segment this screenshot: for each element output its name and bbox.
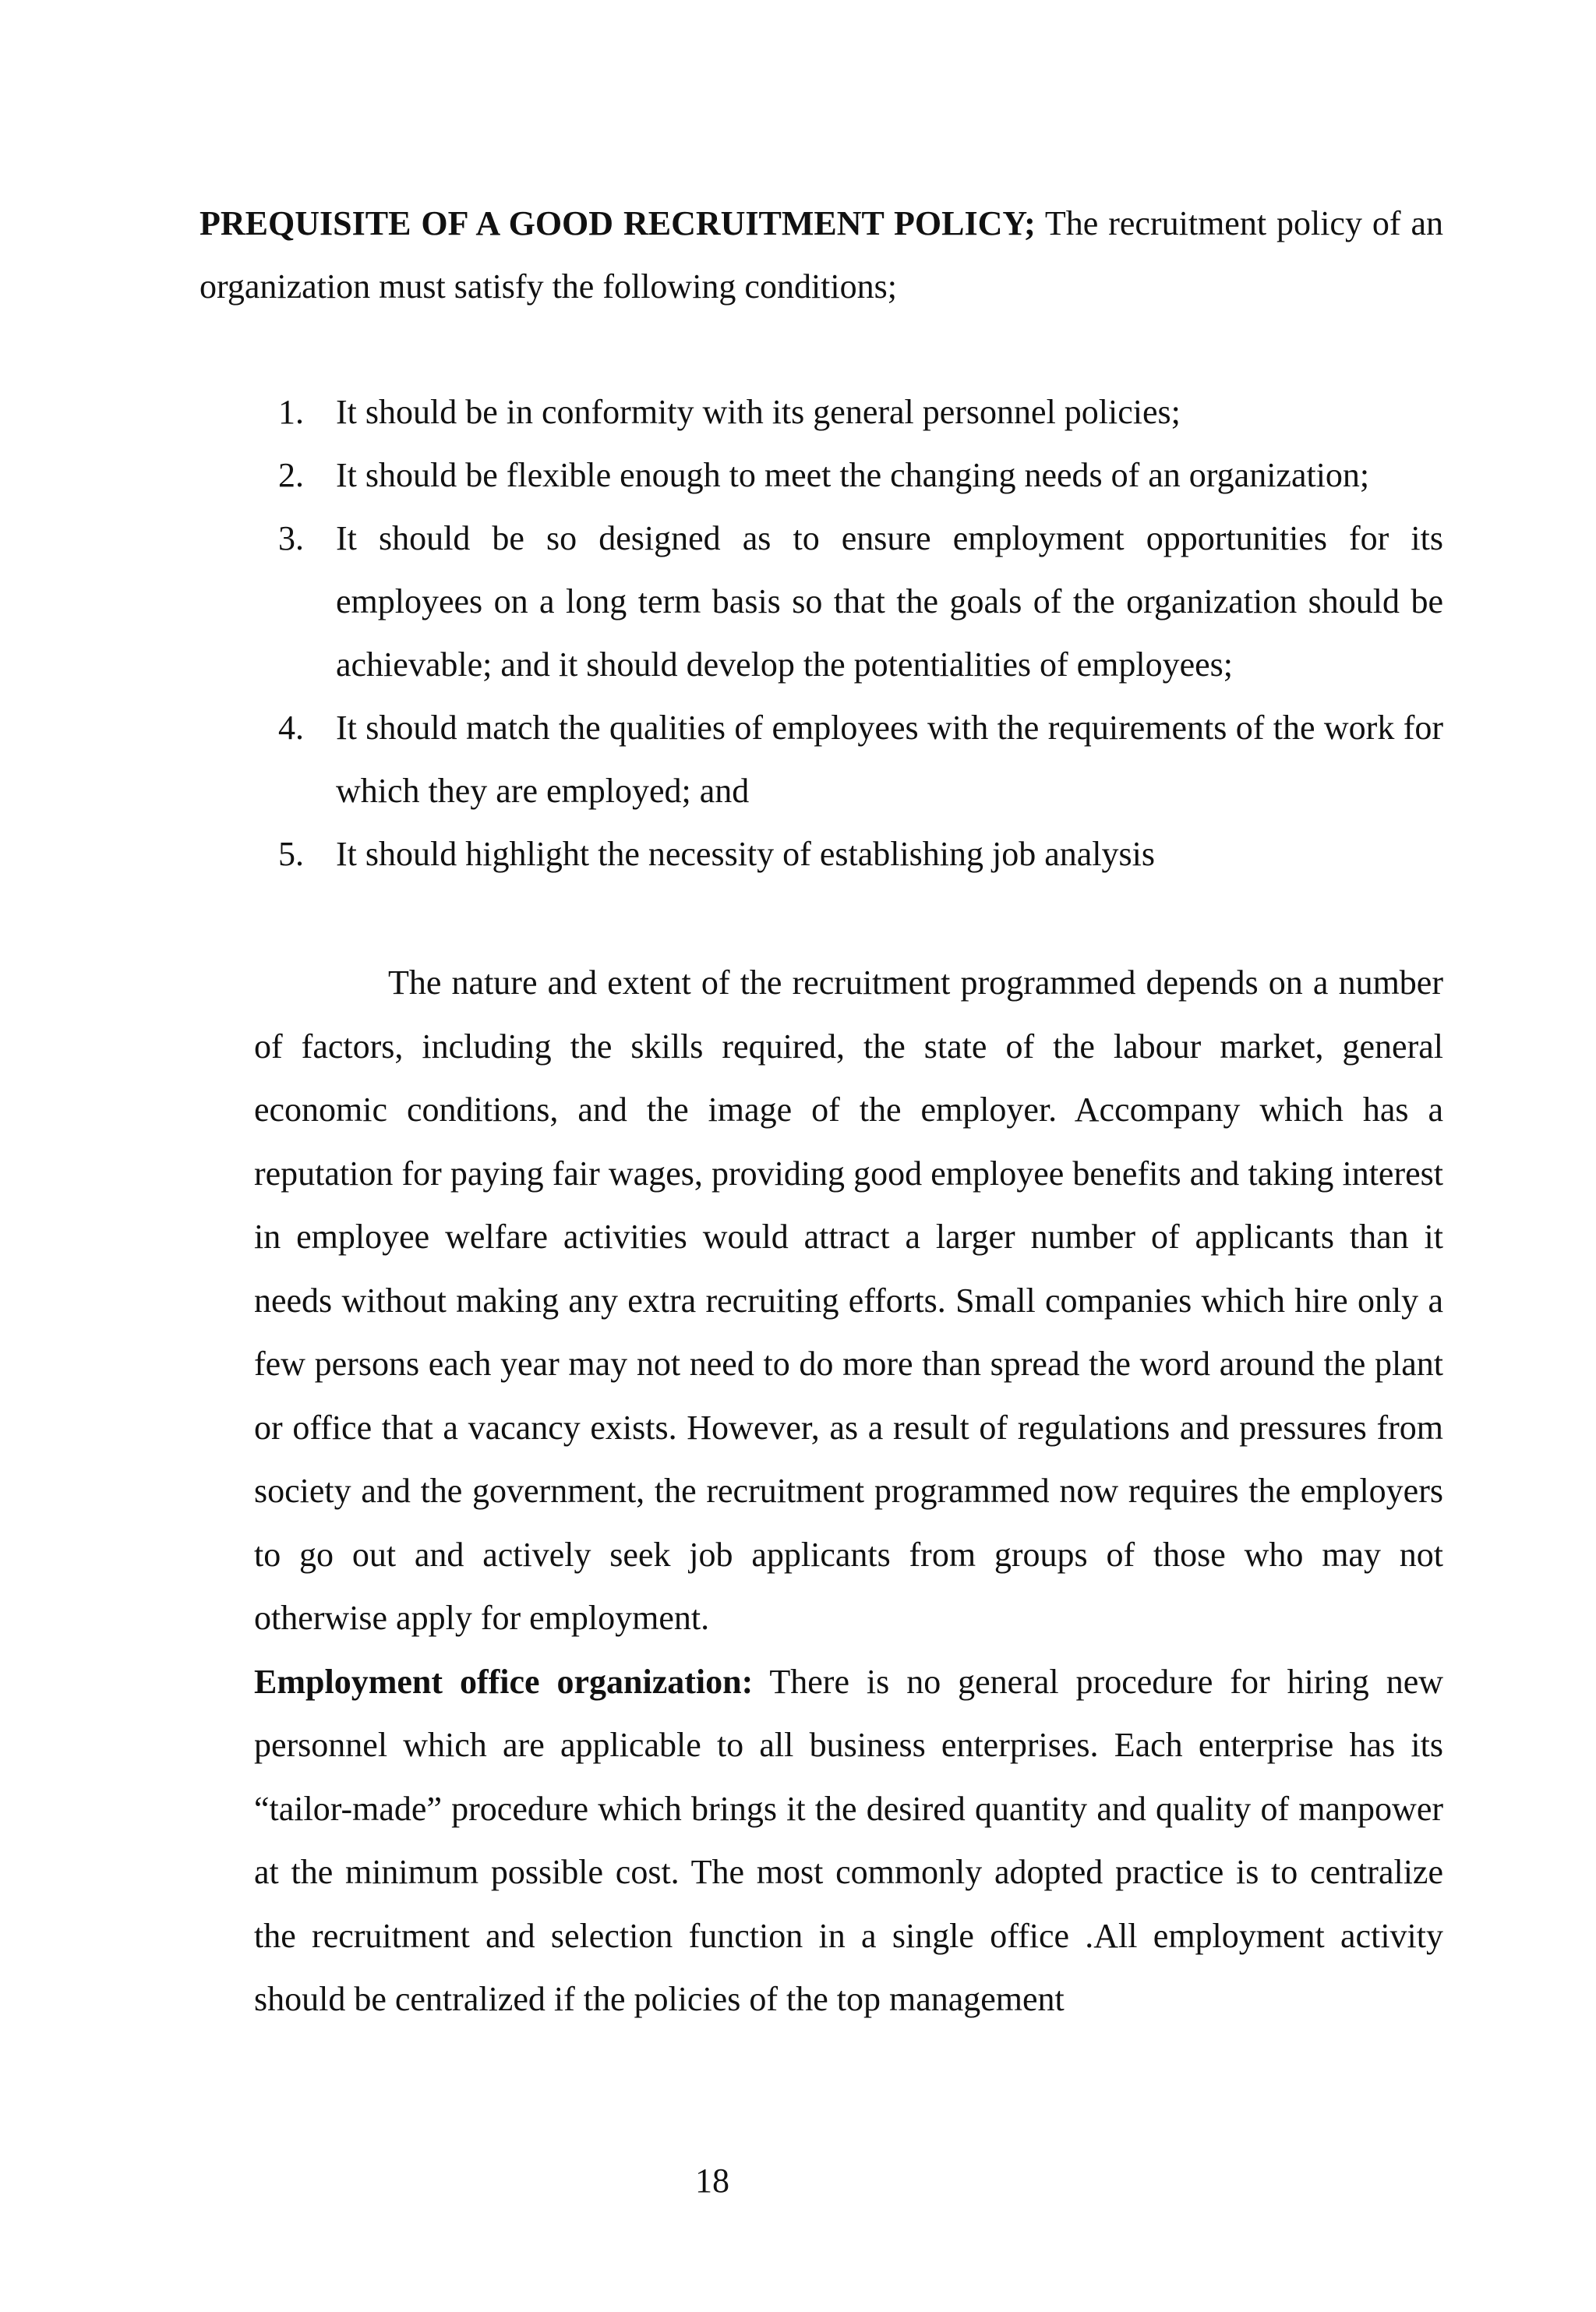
list-item-number: 2. <box>278 456 304 494</box>
list-item <box>0 696 1443 822</box>
employment-office-text: There is no general procedure for hiring new personnel which are applicable to all business enterprises. Each enterprise has its “tailor-made” procedure which brings it the desired quantity and quality of manpower at the minimum possible cost. The most commonly adopted practice is to centralize the recruitment and selection function in a single office .All employment activity should be centralized if the policies of the top management <box>254 1662 1443 2018</box>
list-item <box>0 444 1443 507</box>
list-item <box>0 822 1443 886</box>
list-item-text: It should be flexible enough to meet the changing needs of an organization; <box>336 456 1370 494</box>
intro-text: The recruitment policy of an organization must satisfy the following conditions; <box>200 204 1443 306</box>
conditions-list <box>0 380 1443 886</box>
employment-office-heading: Employment office organization: <box>254 1662 754 1701</box>
list-item-number: 4. <box>278 709 304 747</box>
list-item-text: It should highlight the necessity of establishing job analysis <box>336 835 1155 873</box>
page-number: 18 <box>695 2162 729 2200</box>
employment-office-paragraph <box>254 1650 1443 2031</box>
recruitment-paragraph: The nature and extent of the recruitment programmed depends on a number of factors, including the skills required, the state of the labour market, general economic conditions, and the image of the employer. Accompany which has a reputation for paying fair wages, providing good employee benefits and taking interest in employee welfare activities would attract a larger number of applicants than it needs without making any extra recruiting efforts. Small companies which hire only a few persons each year may not need to do more than spread the word around the plant or office that a vacancy exists. However, as a result of regulations and pressures from society and the government, the recruitment programmed now requires the employers to go out and actively seek job applicants from groups of those who may not otherwise apply for employment. <box>254 963 1443 1637</box>
intro-paragraph <box>200 192 1443 318</box>
section-heading: PREQUISITE OF A GOOD RECRUITMENT POLICY; <box>200 204 1036 242</box>
body-text <box>254 951 1443 2031</box>
list-item <box>0 507 1443 696</box>
list-item-text: It should be in conformity with its general personnel policies; <box>336 393 1181 431</box>
list-item-number: 1. <box>278 393 304 431</box>
list-item-text: It should match the qualities of employees with the requirements of the work for which they are employed; and <box>336 709 1443 810</box>
list-item-text: It should be so designed as to ensure employment opportunities for its employees on a long term basis so that the goals of the organization should be achievable; and it should develop the potentialities of employees; <box>336 519 1443 684</box>
list-item-number: 5. <box>278 835 304 873</box>
list-item-number: 3. <box>278 519 304 557</box>
list-item <box>0 380 1443 444</box>
